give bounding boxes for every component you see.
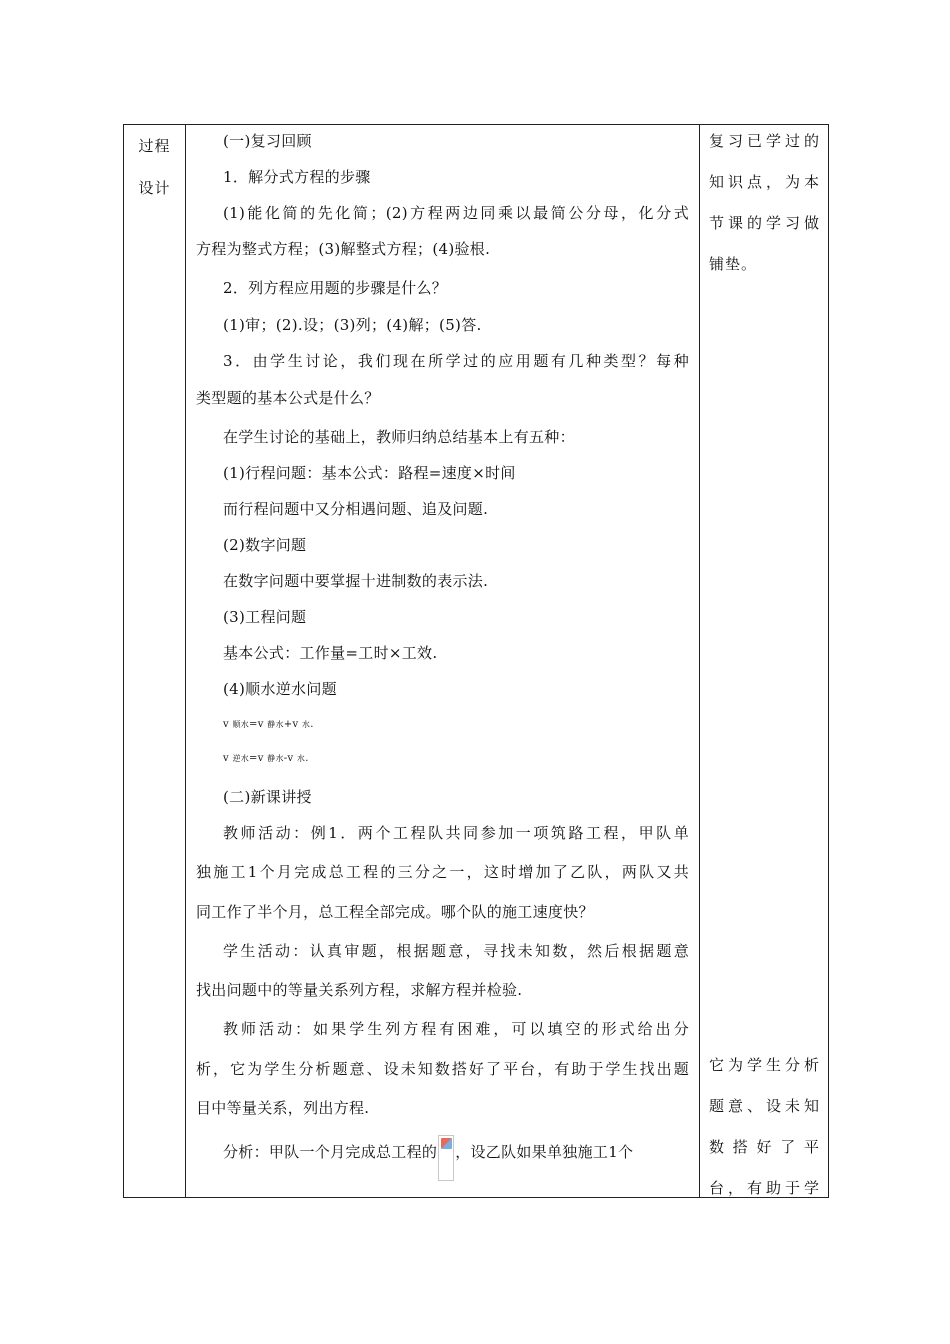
fraction-image-icon [438, 1141, 454, 1187]
formula-subscript: 水 [296, 754, 306, 763]
table-row [124, 125, 829, 1198]
notes-cell [700, 125, 829, 1198]
note-line: 知识点，为本 [709, 173, 820, 191]
formula-text: . [310, 719, 314, 730]
paragraph-line: 在学生讨论的基础上，教师归纳总结基本上有五种： [223, 428, 575, 446]
paragraph-line: (1)行程问题：基本公式：路程=速度×时间 [223, 464, 516, 482]
paragraph-line: 目中等量关系，列出方程. [196, 1099, 370, 1117]
list-item: 3．由学生讨论，我们现在所学过的应用题有几种类型？每种 [223, 352, 689, 370]
paragraph-line: 学生活动：认真审题，根据题意，寻找未知数，然后根据题意 [223, 942, 689, 960]
section-label-line: 过程 [138, 137, 171, 155]
lesson-plan-table [123, 124, 829, 1198]
formula-subscript: 水 [301, 720, 311, 729]
section-label [124, 125, 185, 209]
paragraph-line: 方程为整式方程；(3)解整式方程；(4)验根. [196, 240, 491, 258]
formula-subscript: 顺水 [232, 720, 250, 729]
note-line: 数搭好了平 [709, 1138, 820, 1156]
paragraph-line: 同工作了半个月，总工程全部完成。哪个队的施工速度快？ [196, 903, 594, 921]
paragraph-line: (4)顺水逆水问题 [223, 680, 337, 698]
paragraph-line: 类型题的基本公式是什么？ [196, 389, 380, 407]
paragraph-line: 基本公式：工作量=工时×工效. [223, 644, 438, 662]
paragraph-line: (3)工程问题 [223, 608, 307, 626]
paragraph-line: 在数字问题中要掌握十进制数的表示法. [223, 572, 489, 590]
notes-body [700, 125, 828, 1197]
formula-text: v [223, 753, 229, 764]
paragraph-line: (1)能化简的先化简；(2)方程两边同乘以最简公分母，化分式 [223, 204, 689, 222]
paragraph-line: 找出问题中的等量关系列方程，求解方程并检验. [196, 981, 523, 999]
formula-text: =v [249, 753, 264, 764]
formula-subscript: 逆水 [232, 754, 250, 763]
paragraph-text: ，设乙队如果单独施工1个 [455, 1143, 634, 1161]
note-line: 复习已学过的 [709, 132, 820, 150]
list-item: 2．列方程应用题的步骤是什么？ [223, 279, 448, 297]
paragraph-line: 教师活动：例1．两个工程队共同参加一项筑路工程，甲队单 [223, 824, 689, 842]
paragraph-line: 教师活动：如果学生列方程有困难，可以填空的形式给出分 [223, 1020, 689, 1038]
paragraph-line [223, 1141, 689, 1187]
content-body [186, 125, 699, 1197]
paragraph-line: 而行程问题中又分相遇问题、追及问题. [223, 500, 489, 518]
content-cell [186, 125, 700, 1198]
formula-text: -v [283, 753, 294, 764]
paragraph-line: (2)数字问题 [223, 536, 307, 554]
formula-text: v [223, 719, 229, 730]
section-heading: (二)新课讲授 [223, 788, 312, 806]
note-line: 它为学生分析 [709, 1056, 820, 1074]
formula-subscript: 静水 [267, 754, 284, 763]
formula-text: +v [283, 719, 299, 730]
note-line: 题意、设未知 [709, 1097, 820, 1115]
paragraph-line: 独施工1个月完成总工程的三分之一，这时增加了乙队，两队又共 [196, 863, 689, 881]
section-heading: (一)复习回顾 [223, 132, 312, 150]
section-label-line: 设计 [138, 179, 171, 197]
paragraph-text: 分析：甲队一个月完成总工程的 [223, 1143, 438, 1161]
formula-text: =v [249, 719, 264, 730]
note-line: 台，有助于学 [709, 1179, 820, 1197]
section-label-cell [124, 125, 186, 1198]
formula-line [223, 719, 689, 730]
formula-line [223, 753, 689, 764]
note-line: 铺垫。 [709, 255, 758, 273]
list-item: 1．解分式方程的步骤 [223, 168, 371, 186]
note-line: 节课的学习做 [709, 214, 820, 232]
paragraph-line: (1)审；(2).设；(3)列；(4)解；(5)答. [223, 316, 482, 334]
paragraph-line: 析，它为学生分析题意、设未知数搭好了平台，有助于学生找出题 [196, 1060, 689, 1078]
formula-subscript: 静水 [267, 720, 284, 729]
formula-text: . [305, 753, 309, 764]
